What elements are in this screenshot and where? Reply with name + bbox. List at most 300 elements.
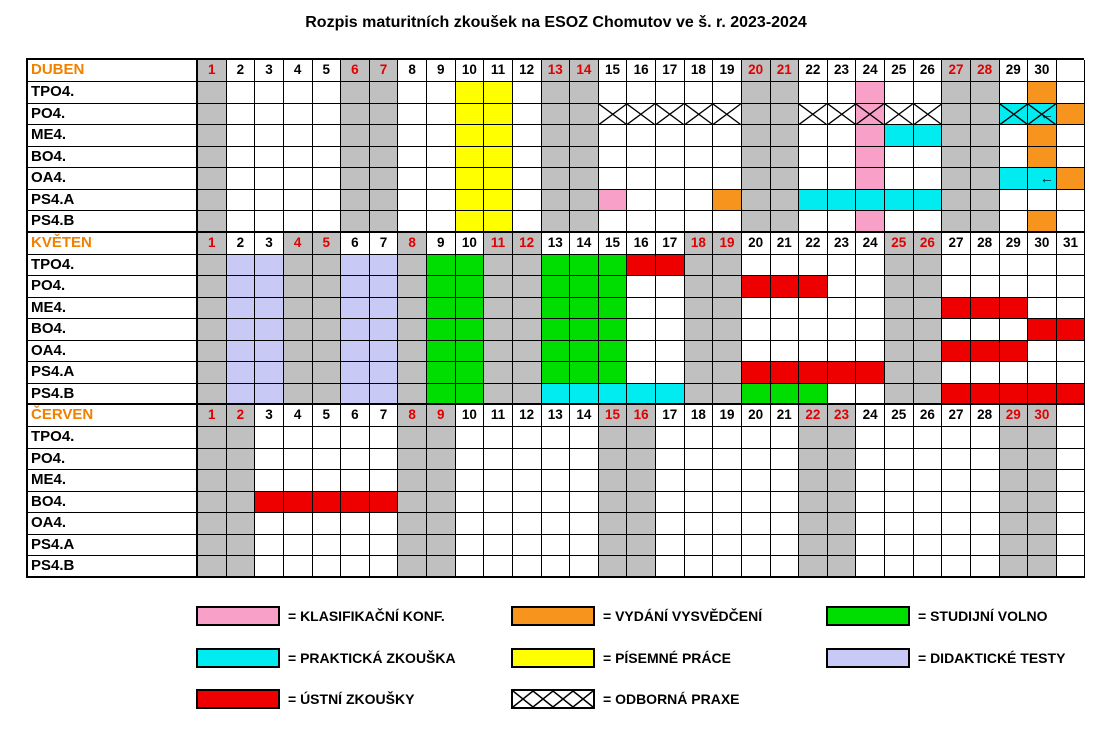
day-cell xyxy=(341,125,370,147)
day-cell xyxy=(570,168,599,190)
day-cell xyxy=(742,319,771,341)
day-cell xyxy=(1057,556,1086,578)
day-cell xyxy=(255,147,284,169)
day-cell xyxy=(856,319,885,341)
day-cell xyxy=(1000,384,1029,406)
day-cell xyxy=(1057,276,1086,298)
day-cell xyxy=(456,211,485,233)
day-cell xyxy=(771,125,800,147)
day-cell xyxy=(313,470,342,492)
day-cell xyxy=(685,513,714,535)
day-cell xyxy=(198,211,227,233)
day-cell xyxy=(370,82,399,104)
class-row xyxy=(28,298,1084,320)
day-cell xyxy=(542,535,571,557)
day-cell xyxy=(971,319,1000,341)
legend-item xyxy=(511,606,762,626)
day-number: 5 xyxy=(313,60,342,82)
day-number: 13 xyxy=(542,405,571,427)
day-cell xyxy=(398,427,427,449)
day-cell xyxy=(885,556,914,578)
day-cell xyxy=(513,276,542,298)
day-cell xyxy=(599,470,628,492)
day-cell xyxy=(713,82,742,104)
day-cell xyxy=(1028,255,1057,277)
day-cell xyxy=(570,556,599,578)
day-cell xyxy=(198,255,227,277)
day-cell xyxy=(1000,427,1029,449)
day-cell xyxy=(513,125,542,147)
day-number: 2 xyxy=(227,60,256,82)
day-cell xyxy=(914,362,943,384)
day-cell xyxy=(198,384,227,406)
day-number: 8 xyxy=(398,405,427,427)
day-number: 27 xyxy=(942,233,971,255)
day-cell xyxy=(799,449,828,471)
day-cell xyxy=(484,556,513,578)
day-cell xyxy=(799,535,828,557)
legend-item xyxy=(826,606,1048,626)
day-cell xyxy=(656,470,685,492)
day-cell xyxy=(513,449,542,471)
day-cell xyxy=(828,255,857,277)
day-cell xyxy=(513,255,542,277)
day-cell xyxy=(627,449,656,471)
day-cell xyxy=(971,341,1000,363)
day-cell xyxy=(198,104,227,126)
day-cell xyxy=(771,319,800,341)
day-cell xyxy=(570,492,599,514)
day-cell xyxy=(856,104,885,126)
day-number: 9 xyxy=(427,233,456,255)
day-cell xyxy=(914,82,943,104)
day-cell xyxy=(599,298,628,320)
day-cell xyxy=(313,384,342,406)
day-cell xyxy=(284,168,313,190)
class-row xyxy=(28,513,1084,535)
day-cell xyxy=(484,470,513,492)
day-number: 1 xyxy=(198,60,227,82)
day-cell xyxy=(885,104,914,126)
day-cell xyxy=(942,362,971,384)
class-label: OA4. xyxy=(28,168,198,190)
day-cell xyxy=(771,168,800,190)
day-cell xyxy=(771,470,800,492)
praxe-cross-icon xyxy=(856,104,884,125)
day-cell xyxy=(742,104,771,126)
day-cell xyxy=(656,319,685,341)
day-cell xyxy=(914,492,943,514)
day-cell xyxy=(198,147,227,169)
day-number: 5 xyxy=(313,233,342,255)
day-cell xyxy=(942,125,971,147)
day-cell xyxy=(198,535,227,557)
day-number: 12 xyxy=(513,60,542,82)
day-cell xyxy=(398,125,427,147)
day-cell xyxy=(570,384,599,406)
day-cell xyxy=(799,211,828,233)
day-cell xyxy=(570,535,599,557)
day-cell xyxy=(513,319,542,341)
day-cell xyxy=(313,449,342,471)
day-cell xyxy=(914,125,943,147)
day-number: 28 xyxy=(971,405,1000,427)
day-cell xyxy=(685,556,714,578)
day-cell xyxy=(370,384,399,406)
month-name: DUBEN xyxy=(28,60,198,82)
day-cell xyxy=(227,556,256,578)
day-cell xyxy=(942,104,971,126)
day-cell xyxy=(599,276,628,298)
praxe-cross-icon xyxy=(799,104,827,125)
day-cell xyxy=(742,535,771,557)
day-cell xyxy=(799,427,828,449)
day-cell xyxy=(255,513,284,535)
day-cell xyxy=(885,190,914,212)
day-number: 23 xyxy=(828,60,857,82)
day-number: 10 xyxy=(456,60,485,82)
day-cell xyxy=(742,190,771,212)
class-row xyxy=(28,125,1084,147)
day-cell xyxy=(198,298,227,320)
day-cell xyxy=(313,492,342,514)
day-cell xyxy=(542,319,571,341)
day-cell xyxy=(255,298,284,320)
day-cell xyxy=(914,427,943,449)
day-cell xyxy=(542,147,571,169)
day-number: 29 xyxy=(1000,60,1029,82)
class-label: OA4. xyxy=(28,513,198,535)
day-cell xyxy=(627,125,656,147)
day-cell xyxy=(398,190,427,212)
month-header-row xyxy=(28,405,1084,427)
day-cell xyxy=(1028,492,1057,514)
day-cell xyxy=(1057,125,1086,147)
day-cell xyxy=(513,556,542,578)
day-cell xyxy=(885,384,914,406)
day-cell xyxy=(828,104,857,126)
day-cell xyxy=(255,384,284,406)
day-cell xyxy=(456,82,485,104)
day-cell xyxy=(227,427,256,449)
day-cell xyxy=(742,513,771,535)
day-cell xyxy=(484,168,513,190)
day-cell xyxy=(685,125,714,147)
class-label: BO4. xyxy=(28,147,198,169)
day-cell xyxy=(542,190,571,212)
day-cell xyxy=(971,362,1000,384)
day-cell xyxy=(1057,211,1086,233)
day-cell xyxy=(627,427,656,449)
day-cell xyxy=(685,276,714,298)
day-cell xyxy=(885,319,914,341)
day-cell xyxy=(713,535,742,557)
day-cell xyxy=(284,211,313,233)
day-cell xyxy=(599,427,628,449)
day-number: 13 xyxy=(542,233,571,255)
day-cell xyxy=(513,492,542,514)
day-cell xyxy=(284,276,313,298)
day-cell xyxy=(398,384,427,406)
day-cell xyxy=(284,298,313,320)
day-cell xyxy=(1000,125,1029,147)
legend-swatch xyxy=(511,648,595,668)
day-cell xyxy=(656,341,685,363)
day-cell xyxy=(771,384,800,406)
day-cell xyxy=(799,125,828,147)
day-cell xyxy=(713,147,742,169)
day-cell xyxy=(885,211,914,233)
day-cell xyxy=(313,513,342,535)
day-cell xyxy=(370,211,399,233)
day-cell xyxy=(599,384,628,406)
day-number: 18 xyxy=(685,60,714,82)
day-cell xyxy=(456,535,485,557)
day-cell xyxy=(713,449,742,471)
day-cell xyxy=(484,492,513,514)
day-cell xyxy=(799,104,828,126)
day-cell xyxy=(227,492,256,514)
day-cell xyxy=(713,211,742,233)
day-cell xyxy=(570,427,599,449)
day-cell xyxy=(971,104,1000,126)
day-cell xyxy=(713,384,742,406)
day-cell xyxy=(542,470,571,492)
day-cell xyxy=(742,168,771,190)
day-cell xyxy=(456,449,485,471)
day-cell xyxy=(828,276,857,298)
day-cell xyxy=(255,449,284,471)
day-cell xyxy=(856,147,885,169)
day-cell xyxy=(456,190,485,212)
day-cell xyxy=(713,319,742,341)
day-cell xyxy=(914,147,943,169)
day-cell xyxy=(713,125,742,147)
day-cell xyxy=(656,147,685,169)
day-cell xyxy=(313,427,342,449)
day-cell xyxy=(914,190,943,212)
day-cell xyxy=(284,255,313,277)
day-cell xyxy=(885,492,914,514)
day-number: 21 xyxy=(771,60,800,82)
day-cell xyxy=(885,362,914,384)
day-cell xyxy=(1000,556,1029,578)
day-cell xyxy=(227,384,256,406)
day-cell xyxy=(942,276,971,298)
class-row xyxy=(28,341,1084,363)
day-cell xyxy=(856,384,885,406)
day-cell xyxy=(685,362,714,384)
day-cell xyxy=(542,211,571,233)
day-cell xyxy=(799,168,828,190)
day-cell xyxy=(971,190,1000,212)
day-cell xyxy=(398,492,427,514)
day-cell xyxy=(656,535,685,557)
day-cell xyxy=(542,492,571,514)
day-cell xyxy=(971,276,1000,298)
day-cell xyxy=(599,449,628,471)
day-cell xyxy=(341,190,370,212)
day-cell xyxy=(227,362,256,384)
class-row xyxy=(28,535,1084,557)
day-cell xyxy=(542,449,571,471)
day-cell xyxy=(427,535,456,557)
day-cell xyxy=(1057,492,1086,514)
day-cell xyxy=(313,211,342,233)
day-cell xyxy=(914,384,943,406)
legend-text: = KLASIFIKAČNÍ KONF. xyxy=(288,608,445,624)
day-cell xyxy=(456,147,485,169)
day-cell xyxy=(656,211,685,233)
day-cell xyxy=(742,82,771,104)
class-label: PS4.A xyxy=(28,190,198,212)
legend-swatch xyxy=(511,606,595,626)
class-row xyxy=(28,147,1084,169)
day-number: 29 xyxy=(1000,233,1029,255)
legend-item xyxy=(196,648,456,668)
day-cell xyxy=(427,384,456,406)
class-label: PS4.A xyxy=(28,535,198,557)
day-cell xyxy=(828,319,857,341)
day-number: 22 xyxy=(799,405,828,427)
day-cell xyxy=(456,125,485,147)
day-cell xyxy=(570,362,599,384)
day-number: 11 xyxy=(484,405,513,427)
day-cell xyxy=(1000,147,1029,169)
day-cell xyxy=(313,255,342,277)
day-cell xyxy=(255,104,284,126)
day-cell xyxy=(255,319,284,341)
day-cell xyxy=(513,82,542,104)
day-cell xyxy=(370,255,399,277)
day-cell xyxy=(885,125,914,147)
day-cell xyxy=(284,341,313,363)
day-cell xyxy=(856,492,885,514)
day-cell xyxy=(313,276,342,298)
day-cell xyxy=(1000,190,1029,212)
day-cell xyxy=(685,147,714,169)
day-cell xyxy=(771,190,800,212)
day-cell xyxy=(885,276,914,298)
day-cell xyxy=(599,82,628,104)
month-name: KVĚTEN xyxy=(28,233,198,255)
day-cell xyxy=(799,384,828,406)
day-cell xyxy=(284,362,313,384)
day-cell xyxy=(971,147,1000,169)
day-number: 25 xyxy=(885,60,914,82)
day-number: 11 xyxy=(484,60,513,82)
day-number: 6 xyxy=(341,405,370,427)
day-cell xyxy=(742,125,771,147)
day-cell xyxy=(398,104,427,126)
day-cell xyxy=(1028,513,1057,535)
day-cell xyxy=(1000,449,1029,471)
day-cell xyxy=(856,168,885,190)
day-cell xyxy=(656,298,685,320)
day-cell xyxy=(570,319,599,341)
day-cell xyxy=(427,492,456,514)
day-number: 20 xyxy=(742,233,771,255)
day-cell xyxy=(198,362,227,384)
day-number: 1 xyxy=(198,405,227,427)
day-cell xyxy=(656,104,685,126)
day-cell xyxy=(828,298,857,320)
day-cell xyxy=(713,190,742,212)
day-cell xyxy=(513,341,542,363)
day-cell xyxy=(1028,319,1057,341)
day-cell xyxy=(313,535,342,557)
day-cell xyxy=(599,362,628,384)
class-label: PO4. xyxy=(28,276,198,298)
legend-item xyxy=(826,648,1065,668)
day-cell xyxy=(627,104,656,126)
day-cell xyxy=(1000,319,1029,341)
legend-item xyxy=(196,689,414,709)
day-cell xyxy=(656,125,685,147)
day-cell xyxy=(885,298,914,320)
day-number: 6 xyxy=(341,60,370,82)
day-cell xyxy=(685,470,714,492)
day-cell xyxy=(227,255,256,277)
day-cell xyxy=(570,470,599,492)
day-cell xyxy=(1028,125,1057,147)
day-cell xyxy=(227,535,256,557)
day-cell xyxy=(398,535,427,557)
day-cell xyxy=(227,470,256,492)
day-cell xyxy=(599,319,628,341)
day-cell xyxy=(1057,427,1086,449)
day-cell xyxy=(971,211,1000,233)
day-cell xyxy=(685,341,714,363)
day-cell xyxy=(1028,276,1057,298)
day-cell xyxy=(427,104,456,126)
day-cell xyxy=(599,211,628,233)
day-cell xyxy=(398,341,427,363)
day-cell xyxy=(685,384,714,406)
day-cell xyxy=(1028,449,1057,471)
day-number: 16 xyxy=(627,60,656,82)
day-cell xyxy=(1000,276,1029,298)
day-number: 19 xyxy=(713,405,742,427)
day-cell xyxy=(1000,535,1029,557)
day-cell xyxy=(341,427,370,449)
day-cell xyxy=(885,535,914,557)
day-cell xyxy=(799,362,828,384)
class-label: PS4.A xyxy=(28,362,198,384)
day-cell xyxy=(656,168,685,190)
day-cell xyxy=(198,125,227,147)
day-number: 18 xyxy=(685,405,714,427)
day-number: 31 xyxy=(1057,233,1086,255)
day-cell xyxy=(484,147,513,169)
day-cell xyxy=(856,211,885,233)
praxe-cross-icon xyxy=(914,104,942,125)
day-cell xyxy=(713,492,742,514)
day-cell xyxy=(799,190,828,212)
day-cell xyxy=(427,556,456,578)
class-row xyxy=(28,82,1084,104)
day-cell xyxy=(484,341,513,363)
day-number: 8 xyxy=(398,233,427,255)
day-cell xyxy=(656,255,685,277)
day-cell xyxy=(799,276,828,298)
day-cell xyxy=(398,298,427,320)
day-cell xyxy=(828,535,857,557)
day-cell xyxy=(942,82,971,104)
day-cell xyxy=(513,211,542,233)
day-cell xyxy=(1000,470,1029,492)
day-cell xyxy=(627,147,656,169)
